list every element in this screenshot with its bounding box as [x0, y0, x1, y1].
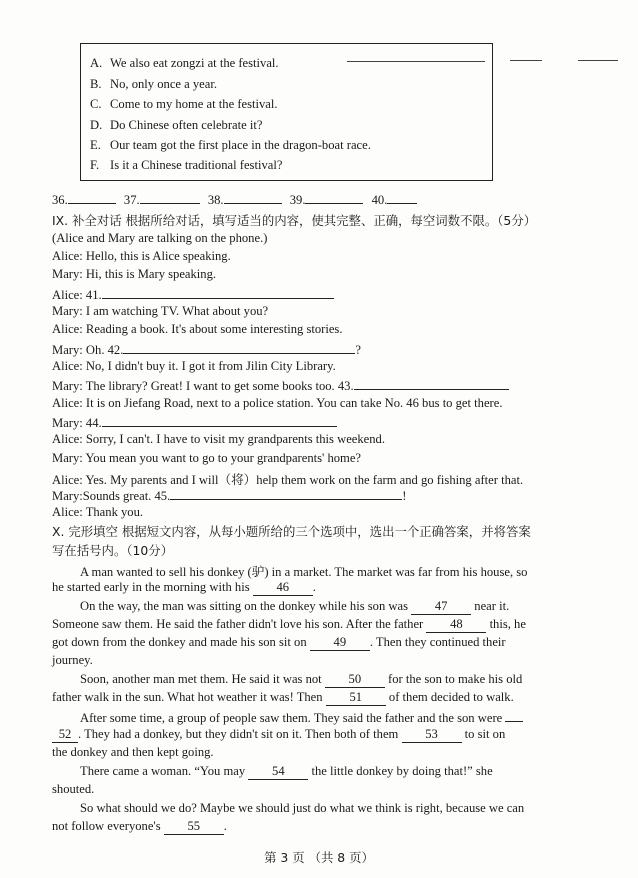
- passage-line: not follow everyone's 55 .: [52, 819, 227, 833]
- cloze-blank-49[interactable]: 49: [310, 635, 370, 651]
- dialogue-line: Alice: No, I didn't buy it. I got it from Jilin City Library.: [52, 359, 336, 373]
- dialogue-intro: (Alice and Mary are talking on the phone.): [52, 231, 268, 245]
- passage-line: the donkey and then kept going.: [52, 745, 214, 759]
- answer-blank-43[interactable]: [354, 377, 509, 390]
- option-d: D. Do Chinese often celebrate it?: [90, 118, 263, 132]
- answer-blank-44[interactable]: [102, 414, 337, 427]
- dialogue-line: Alice: Hello, this is Alice speaking.: [52, 249, 231, 263]
- dialogue-line: Mary: I am watching TV. What about you?: [52, 304, 269, 318]
- answer-blank-42[interactable]: [123, 341, 355, 354]
- option-a: A. We also eat zongzi at the festival.: [90, 56, 279, 70]
- option-e: E. Our team got the first place in the dragon-boat race.: [90, 138, 371, 152]
- dialogue-line-41: Alice: 41.: [52, 286, 334, 303]
- section-10-heading-cont: 写在括号内。（10分）: [52, 543, 174, 558]
- passage-line: journey.: [52, 653, 93, 667]
- section-10-heading: X. 完形填空 根据短文内容，从每小题所给的三个选项中，选出一个正确答案，并将答案: [52, 524, 531, 539]
- passage-line: father walk in the sun. What hot weather it was! Then 51 of them decided to walk.: [52, 690, 514, 704]
- answer-blank-38[interactable]: [224, 191, 282, 204]
- passage-line: After some time, a group of people saw them. They said the father and the son were: [80, 709, 523, 726]
- answer-blank-45[interactable]: [170, 487, 402, 500]
- margin-dash-line: [510, 60, 542, 61]
- cloze-blank-48[interactable]: 48: [426, 617, 486, 633]
- cloze-blank-52[interactable]: 52: [52, 727, 78, 743]
- dialogue-line-42: Mary: Oh. 42. ?: [52, 343, 361, 357]
- dialogue-line: Alice: Reading a book. It's about some interesting stories.: [52, 322, 343, 336]
- option-b: B. No, only once a year.: [90, 77, 218, 91]
- box-dash-line: [347, 61, 485, 62]
- dialogue-line: Mary: You mean you want to go to your grandparents' home?: [52, 451, 362, 465]
- dialogue-line: Alice: Sorry, I can't. I have to visit my grandparents this weekend.: [52, 432, 385, 446]
- cloze-blank-50[interactable]: 50: [325, 672, 385, 688]
- answer-blank-37[interactable]: [140, 191, 200, 204]
- section-9-heading: IX. 补全对话 根据所给对话，填写适当的内容，使其完整、正确，每空词数不限。（5分）: [52, 213, 537, 228]
- passage-line: On the way, the man was sitting on the donkey while his son was 47 near it.: [80, 599, 510, 613]
- passage-line: Someone saw them. He said the father didn't love his son. After the father 48 this, he: [52, 617, 526, 631]
- dialogue-line-44: Mary: 44.: [52, 414, 337, 431]
- passage-line: So what should we do? Maybe we should just do what we think is right, because we can: [80, 801, 525, 815]
- dialogue-line: Alice: Yes. My parents and I will（将）help them work on the farm and go fishing after that.: [52, 473, 524, 487]
- dialogue-line-43: Mary: The library? Great! I want to get some books too. 43.: [52, 377, 509, 394]
- option-c: C. Come to my home at the festival.: [90, 97, 278, 111]
- passage-line: he started early in the morning with his 46 .: [52, 580, 316, 594]
- dialogue-line: Alice: It is on Jiefang Road, next to a police station. You can take No. 46 bus to get there.: [52, 396, 503, 410]
- answer-blank-36[interactable]: [68, 191, 116, 204]
- answer-blank-41[interactable]: [102, 286, 334, 299]
- dialogue-line: Alice: Thank you.: [52, 505, 144, 519]
- answer-row: 36. 37. 38. 39. 40.: [52, 191, 417, 208]
- passage-line: A man wanted to sell his donkey (驴) in a market. The market was far from his house, so: [80, 565, 528, 579]
- passage-line: shouted.: [52, 782, 95, 796]
- answer-blank-39[interactable]: [305, 191, 363, 204]
- dialogue-line-45: Mary:Sounds great. 45. !: [52, 489, 407, 503]
- passage-line: There came a woman. “You may 54 the little donkey by doing that!” she: [80, 764, 493, 778]
- cloze-blank-53[interactable]: 53: [402, 727, 462, 743]
- cloze-blank-line: [505, 709, 523, 722]
- cloze-blank-54[interactable]: 54: [248, 764, 308, 780]
- option-f: F. Is it a Chinese traditional festival?: [90, 158, 283, 172]
- cloze-blank-55[interactable]: 55: [164, 819, 224, 835]
- margin-dash-line: [578, 60, 618, 61]
- cloze-blank-47[interactable]: 47: [411, 599, 471, 615]
- cloze-blank-51[interactable]: 51: [326, 690, 386, 706]
- passage-line: 52 . They had a donkey, but they didn't sit on it. Then both of them 53 to sit on: [52, 727, 505, 743]
- answer-blank-40[interactable]: [387, 191, 417, 204]
- cloze-blank-46[interactable]: 46: [253, 580, 313, 596]
- passage-line: Soon, another man met them. He said it was not 50 for the son to make his old: [80, 672, 523, 686]
- page-footer: 第 3 页 （共 8 页）: [264, 850, 374, 865]
- dialogue-line: Mary: Hi, this is Mary speaking.: [52, 267, 217, 281]
- passage-line: got down from the donkey and made his son sit on 49 . Then they continued their: [52, 635, 506, 649]
